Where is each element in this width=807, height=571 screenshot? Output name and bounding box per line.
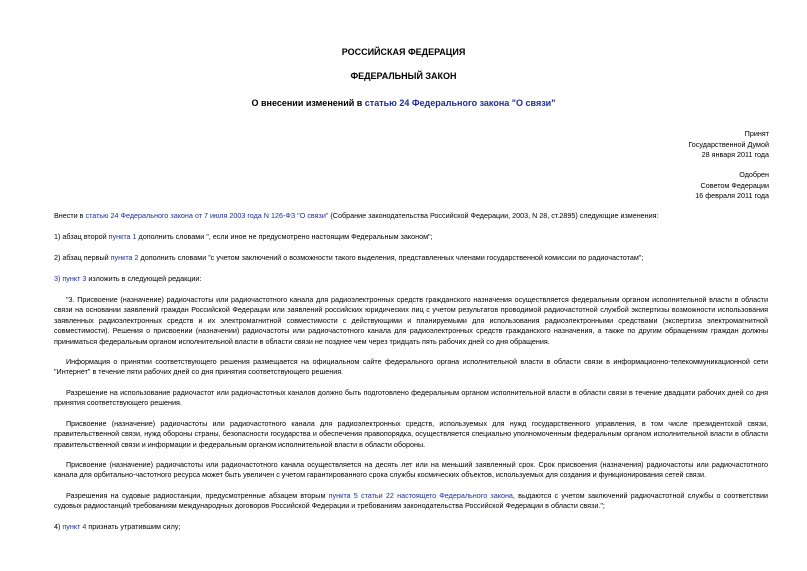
item-1-post: дополнить словами ", если иное не предусмотрено настоящим Федеральным законом";	[136, 232, 433, 241]
item-2-post: дополнить словами "с учетом заключений о возможности такого выделения, представленных членами государственной комиссии по радиочастотам";	[138, 253, 644, 262]
law-title-link[interactable]: статью 24 Федерального закона "О связи"	[364, 98, 556, 108]
intro-text-post: (Собрание законодательства Российской Федерации, 2003, N 28, ст.2895) следующие изменения:	[328, 211, 659, 220]
paragraph-6-pre: Разрешения на судовые радиостанции, предусмотренные абзацем вторым	[66, 491, 329, 500]
adopted-line3: 28 января 2011 года	[701, 150, 769, 160]
law-title-text: О внесении изменений в	[251, 98, 365, 108]
item-3-post: изложить в следующей редакции:	[86, 274, 202, 283]
item-2-pre: 2) абзац первый	[54, 253, 111, 262]
approved-line3: 16 февраля 2011 года	[695, 191, 769, 201]
item-1-pre: 1) абзац второй	[54, 232, 109, 241]
adopted-line2: Государственной Думой	[688, 139, 769, 149]
quoted-paragraph-5: Присвоение (назначение) радиочастоты или радиочастотного канала осуществляется на десять лет или на меньший заявленный срок. Срок присвоения (назначения) радиочастоты или радиочастотного канала для орбитально-частотного ресурса может быть увеличен с учетом гарантированного срока службы космических объектов, используемых для создания и функционирования сетей связи.	[54, 460, 768, 480]
law-type-heading: ФЕДЕРАЛЬНЫЙ ЗАКОН	[350, 71, 457, 81]
quoted-paragraph-3: Разрешение на использование радиочастот или радиочастотных каналов должно быть подготовлено федеральным органом исполнительной власти в области связи в течение двадцати рабочих дней со дня принятия соответствующего решения.	[54, 388, 768, 408]
adopted-block	[688, 129, 769, 161]
country-heading: РОССИЙСКАЯ ФЕДЕРАЦИЯ	[341, 47, 466, 57]
item-3-number: 3)	[54, 274, 63, 283]
intro-text-pre: Внести в	[54, 211, 86, 220]
item-4-post: признать утратившим силу;	[86, 522, 181, 531]
item-2	[54, 253, 768, 263]
quoted-paragraph-6	[54, 491, 768, 512]
item-1	[54, 232, 768, 242]
quoted-paragraph-2: Информация о принятии соответствующего решения размещается на официальном сайте федерального органа исполнительной власти в области связи в информационно-телекоммуникационной сети "Интернет" в течение пяти рабочих дней со дня принятия соответствующего решения.	[54, 357, 768, 377]
law-title	[0, 98, 807, 108]
item-1-link[interactable]: пункта 1	[108, 232, 137, 241]
paragraph-6-post: , выдаются с учетом заключений радиочастотной службы о соответствии судовых радиостанций требованиям международных договоров Российской Федерации и требованиям законодательства Российской Федерации в области связи.";	[54, 491, 768, 511]
item-2-link[interactable]: пункта 2	[110, 253, 139, 262]
quoted-paragraph-4: Присвоение (назначение) радиочастоты или радиочастотного канала для радиоэлектронных средств, используемых для нужд государственного управления, в том числе президентской связи, правительственной связи, нужд обороны страны, безопасности государства и обеспечения правопорядка, осуществляется специально уполномоченным федеральным органом исполнительной власти в области правительственной связи и информации и федеральным органом исполнительной власти в области обороны.	[54, 419, 768, 449]
quoted-paragraph-1: "3. Присвоение (назначение) радиочастоты или радиочастотного канала для радиоэлектронных средств гражданского назначения осуществляется федеральным органом исполнительной власти в области связи на основании заявлений граждан Российской Федерации или заявлений российских юридических лиц с учетом результатов проводимой радиочастотной службой экспертизы возможности использования заявленных радиоэлектронных средств и их электромагнитной совместимости с действующими и планируемыми для использования радиоэлектронными средствами (экспертиза электромагнитной совместимости). Решения о присвоении (назначении) радиочастоты или радиочастотного канала для радиоэлектронных средств гражданского назначения, а также по другим обращениям граждан должны приниматься федеральным органом исполнительной власти в области связи не позднее чем через тридцать пять рабочих дней со дня обращения.	[54, 295, 768, 346]
approved-line2: Советом Федерации	[700, 180, 769, 190]
item-4-link[interactable]: пункт 4	[62, 522, 87, 531]
intro-link[interactable]: статью 24 Федерального закона от 7 июля 2003 года N 126-ФЗ "О связи"	[85, 211, 329, 220]
intro-paragraph	[54, 211, 768, 221]
paragraph-6-link[interactable]: пункта 5 статьи 22 настоящего Федерального закона	[328, 491, 513, 500]
item-3	[54, 274, 768, 284]
approved-block	[695, 170, 769, 202]
approved-line1: Одобрен	[739, 170, 769, 179]
item-4	[54, 522, 768, 532]
item-3-link[interactable]: пункт 3	[62, 274, 87, 283]
adopted-line1: Принят	[744, 129, 769, 138]
item-4-number: 4)	[54, 522, 63, 531]
